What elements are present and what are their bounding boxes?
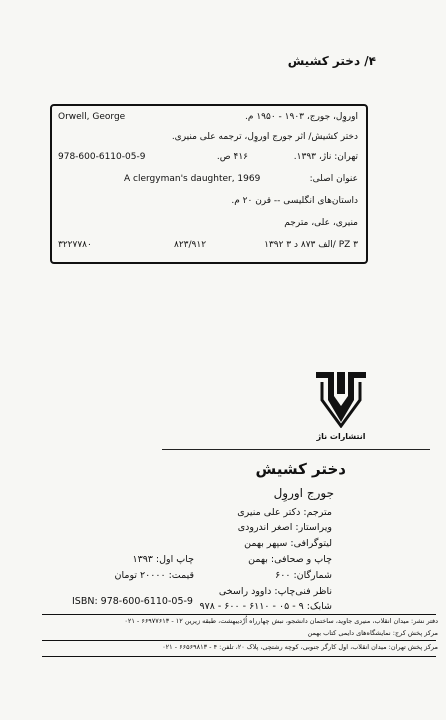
cip-subject: داستان‌های انگلیسی -- قرن ۲۰ م. xyxy=(231,196,358,206)
footer-rule-2 xyxy=(42,640,436,641)
credit-lithography: لیتوگرافی: سپهر بهمن xyxy=(244,538,332,549)
credit-isbn-en: ISBN: 978-600-6110-05-9 xyxy=(72,596,193,607)
title-rule xyxy=(162,449,430,450)
cip-publication: تهران: ناژ، ۱۳۹۳. xyxy=(293,152,358,162)
credit-supervisor: ناظر فنی‌چاپ: داوود راسخی xyxy=(218,586,332,597)
credit-editor: ویراستار: اصغر اندرودی xyxy=(237,522,332,533)
footer-rule-1 xyxy=(42,614,436,615)
credit-translator: مترجم: دکتر علی منیری xyxy=(237,507,332,518)
cip-dewey: ۸۲۳/۹۱۲ xyxy=(174,240,207,250)
cip-isbn: 978-600-6110-05-9 xyxy=(58,152,146,162)
cip-original-title: A clergyman's daughter, 1969 xyxy=(124,174,261,184)
cip-pages: ۴۱۶ ص. xyxy=(216,152,248,162)
credit-printing: چاپ و صحافی: بهمن xyxy=(248,554,332,565)
cip-author-fa: اوروِل، جورج، ۱۹۰۳ - ۱۹۵۰ م. xyxy=(245,112,358,122)
footer-rule-3 xyxy=(42,656,436,657)
footer-tehran-center: مرکز پخش تهران: میدان انقلاب، اول کارگر جنوبی، کوچه رشتچی، پلاک ۲۰، تلفن: ۴ - ۶۶۵۶۹۸۱۳ - ۰۲۱ xyxy=(162,643,438,651)
footer-karaj-center: مرکز پخش کرج: نمایشگاه‌های دایمی کتاب بهمن xyxy=(307,629,438,637)
cip-original-title-label: عنوان اصلی: xyxy=(309,174,358,184)
cip-added-entry: منیری، علی، مترجم xyxy=(284,218,358,228)
cip-author-latin: Orwell, George xyxy=(58,112,126,122)
cip-classification: PZ ۳ /الف ۸۷۳ د ۳ ۱۳۹۲ xyxy=(264,240,358,250)
cip-title-responsibility: دختر کشیش/ اثر جورج اوروِل، ترجمه علی منیری. xyxy=(171,132,358,142)
book-author: جورج اوروِل xyxy=(273,486,334,500)
cip-national-number: ۳۲۲۷۷۸۰ xyxy=(58,240,92,250)
credit-isbn-fa: شابک: ۹ - ۰۵ - ۶۱۱۰ - ۶۰۰ - ۹۷۸ xyxy=(199,601,332,612)
credit-price: قیمت: ۲۰۰۰۰ تومان xyxy=(114,570,194,581)
credit-circulation: شمارگان: ۶۰۰ xyxy=(275,570,332,581)
publisher-name: انتشارات ناژ xyxy=(316,432,366,441)
credit-edition: چاپ اول: ۱۳۹۳ xyxy=(132,554,194,565)
publisher-logo xyxy=(310,366,372,442)
cip-record-box xyxy=(50,104,368,264)
book-title: دختر کشیش xyxy=(255,460,346,478)
page-header: ۴/ دختر کشیش xyxy=(287,54,376,68)
publisher-logo-icon xyxy=(310,366,372,428)
footer-office-address: دفتر نشر: میدان انقلاب، منیری جاوید، ساختمان دانشجو، نبش چهارراه اُرْدیبهشت، طبقه زیرین ۱۲ - ۶۶۹۷۷۶۱۳ - ۰۲۱ xyxy=(124,617,438,625)
